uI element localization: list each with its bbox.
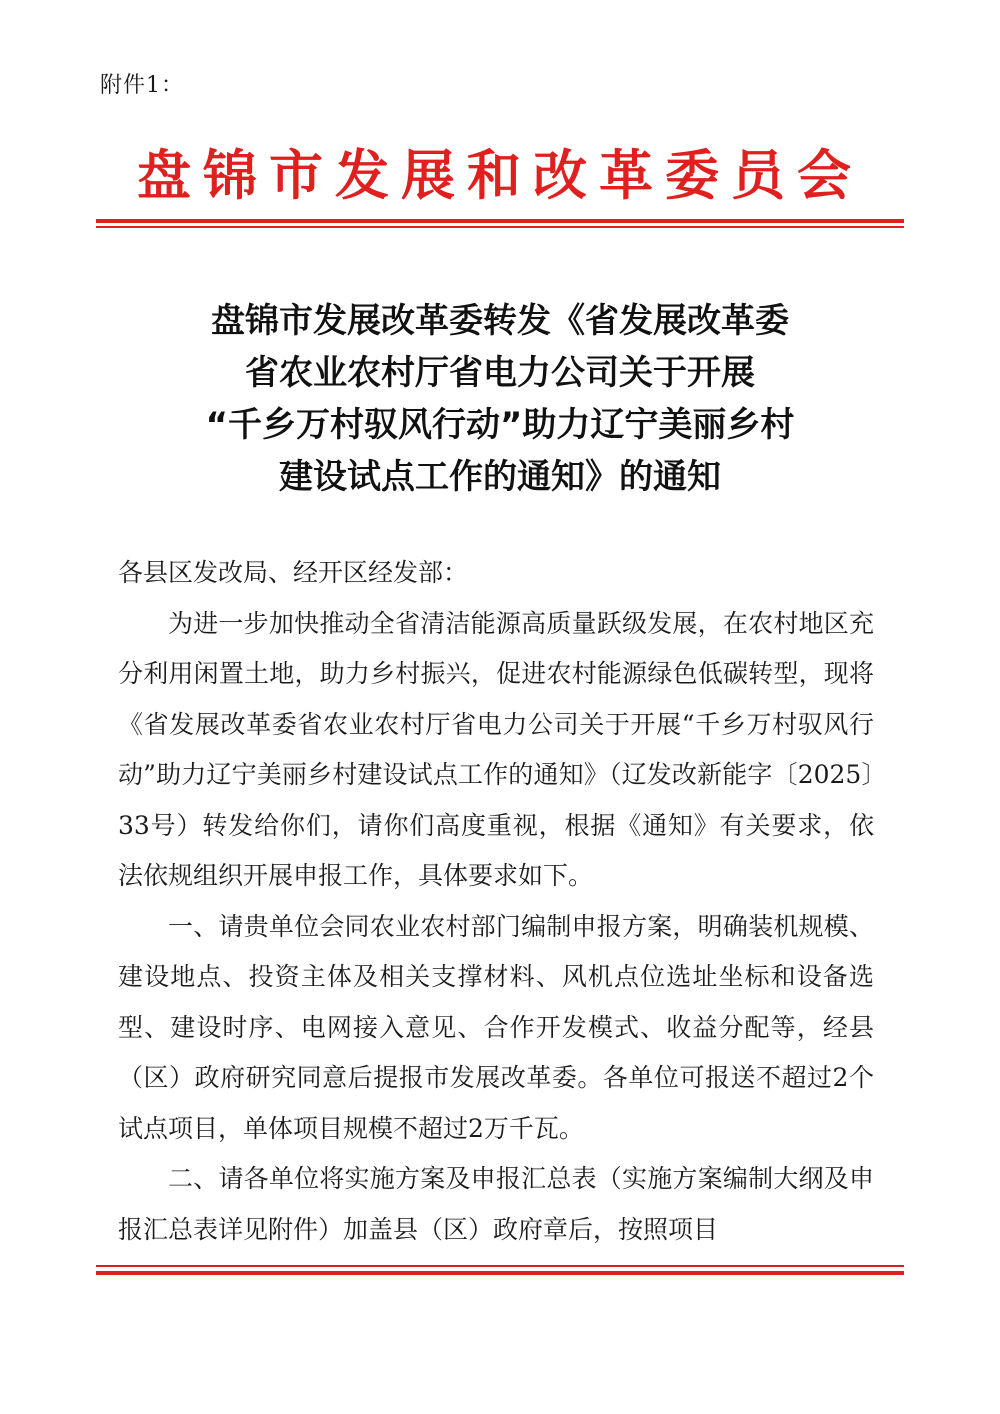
header-red-rule-thin	[96, 226, 904, 228]
body-paragraph: 为进一步加快推动全省清洁能源高质量跃级发展，在农村地区充分利用闲置土地，助力乡村振兴，促进农村能源绿色低碳转型，现将《省发展改革委省农业农村厅省电力公司关于开展“千乡万村驭风行动”助力辽宁美丽乡村建设试点工作的通知》（辽发改新能字〔2025〕33号）转发给你们，请你们高度重视，根据《通知》有关要求，依法依规组织开展申报工作，具体要求如下。	[118, 608, 874, 890]
title-line: “千乡万村驭风行动”助力辽宁美丽乡村	[205, 405, 795, 445]
body-paragraph: 二、请各单位将实施方案及申报汇总表（实施方案编制大纲及申报汇总表详见附件）加盖县（区）政府章后，按照项目	[118, 1164, 874, 1244]
title-line: 省农业农村厅省电力公司关于开展	[245, 353, 755, 393]
document-body	[118, 548, 874, 1255]
footer-red-rule-thin	[96, 1265, 904, 1267]
salutation: 各县区发改局、经开区经发部：	[118, 558, 469, 587]
footer-red-rule-thick	[96, 1271, 904, 1275]
issuing-organization-header: 盘锦市发展和改革委员会	[137, 143, 863, 207]
attachment-label: 附件1：	[100, 73, 184, 98]
title-line: 建设试点工作的通知》的通知	[279, 457, 721, 497]
header-red-rule-thick	[96, 219, 904, 223]
body-paragraph: 一、请贵单位会同农业农村部门编制申报方案，明确装机规模、建设地点、投资主体及相关支撑材料、风机点位选址坐标和设备选型、建设时序、电网接入意见、合作开发模式、收益分配等，经县（区）政府研究同意后提报市发展改革委。各单位可报送不超过2个试点项目，单体项目规模不超过2万千瓦。	[118, 911, 874, 1143]
title-line: 盘锦市发展改革委转发《省发展改革委	[211, 301, 789, 341]
document-title	[100, 295, 900, 503]
